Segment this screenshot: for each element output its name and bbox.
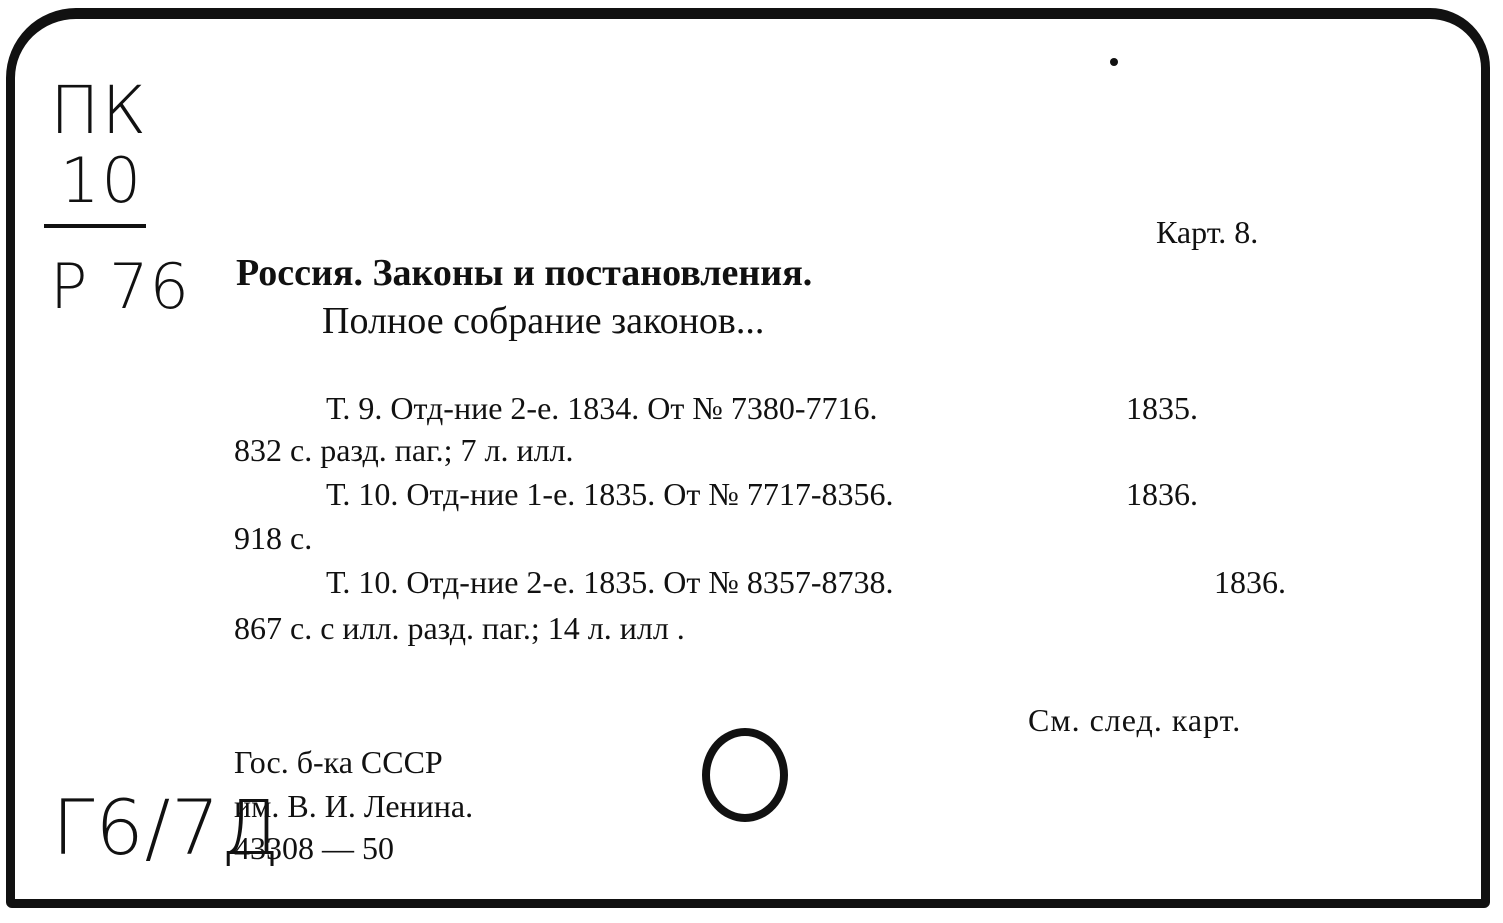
volume-description: 867 с. с илл. разд. паг.; 14 л. илл .: [234, 610, 685, 646]
volume-title: Т. 10. Отд-ние 2-е. 1835. От № 8357-8738.: [326, 564, 894, 600]
shelfmark-divider: [44, 224, 146, 228]
volume-year: 1836.: [1214, 564, 1286, 600]
see-next-card-note: См. след. карт.: [1028, 702, 1242, 738]
volume-title: Т. 9. Отд-ние 2-е. 1834. От № 7380-7716.: [326, 390, 878, 426]
imprint-line-1: Гос. б-ка СССР: [234, 744, 443, 780]
volume-description: 918 с.: [234, 520, 313, 556]
shelfmark-line-1: ПК: [50, 72, 149, 149]
shelfmark-line-3: Р 76: [50, 250, 190, 323]
ink-speck: [1110, 58, 1118, 66]
volume-title: Т. 10. Отд-ние 1-е. 1835. От № 7717-8356.: [326, 476, 894, 512]
volume-year: 1835.: [1126, 390, 1198, 426]
volume-description: 832 с. разд. паг.; 7 л. илл.: [234, 432, 574, 468]
card-number: Карт. 8.: [1156, 214, 1259, 250]
imprint-line-3: 43308 — 50: [234, 830, 394, 866]
heading-title: Полное собрание законов...: [322, 300, 765, 342]
inventory-note: Г6/7Д: [52, 783, 281, 872]
heading-author: Россия. Законы и постановления.: [236, 252, 813, 294]
punch-hole: [702, 728, 788, 822]
shelfmark-line-2: 10: [60, 144, 143, 217]
volume-year: 1836.: [1126, 476, 1198, 512]
imprint-line-2: им. В. И. Ленина.: [234, 788, 474, 824]
